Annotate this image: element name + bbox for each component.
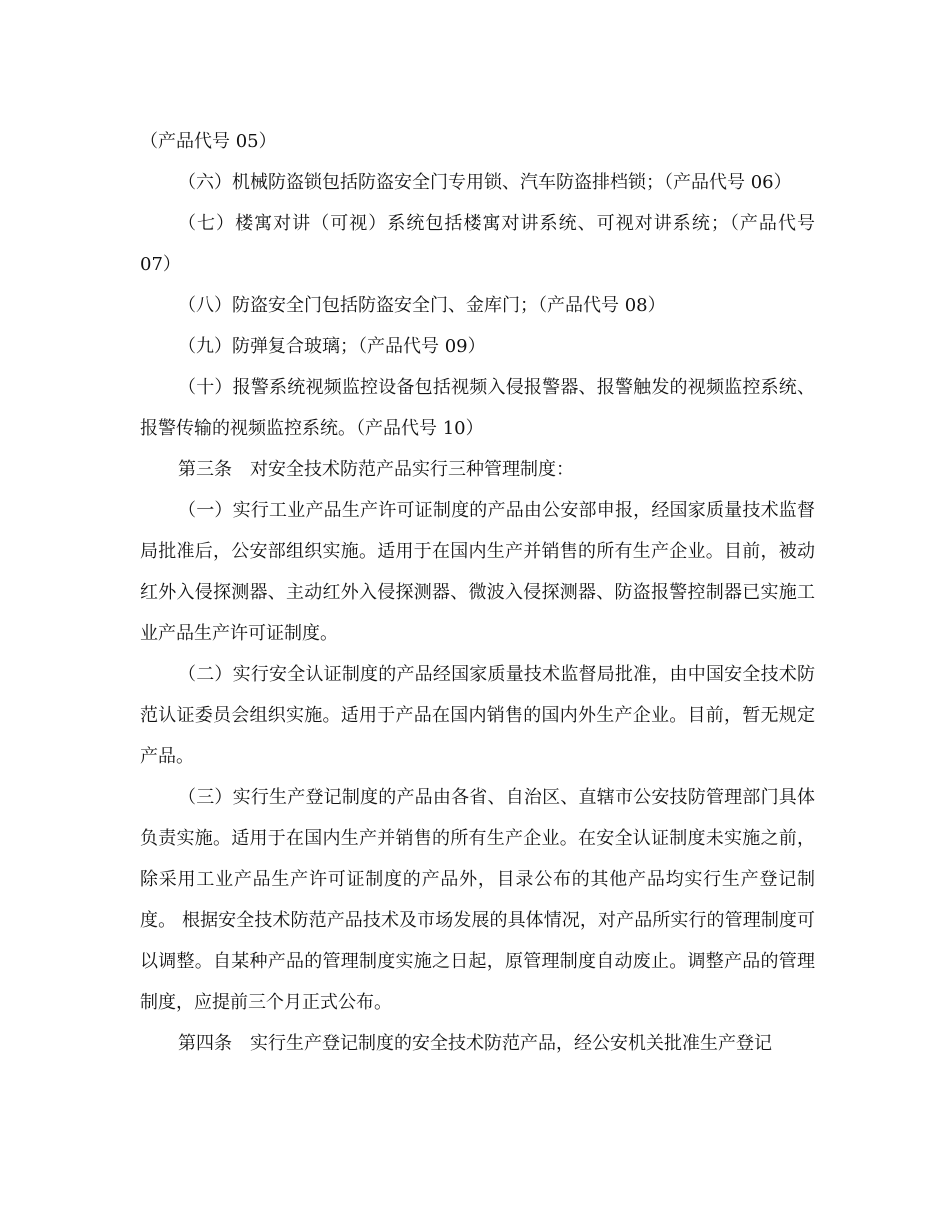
paragraph-item-8: （八）防盗安全门包括防盗安全门、金库门；（产品代号 08） — [178, 295, 666, 316]
paragraph-article-3-item-2: （二）实行安全认证制度的产品经国家质量技术监督局批准，由中国安全技术防范认证委员会组织实施。适用于产品在国内销售的国内外生产企业。目前，暂无规定产品。 — [140, 664, 815, 767]
paragraph-product-code-05: （产品代号 05） — [140, 131, 277, 152]
paragraph-item-6: （六）机械防盗锁包括防盗安全门专用锁、汽车防盗排档锁；（产品代号 06） — [178, 172, 792, 193]
paragraph-article-4: 第四条 实行生产登记制度的安全技术防范产品，经公安机关批准生产登记 — [178, 1033, 772, 1054]
paragraph-item-10: （十）报警系统视频监控设备包括视频入侵报警器、报警触发的视频监控系统、报警传输的视频监控系统。（产品代号 10） — [140, 377, 815, 439]
paragraph-item-9: （九）防弹复合玻璃；（产品代号 09） — [178, 336, 486, 357]
document-body — [140, 121, 815, 1064]
paragraph-item-7: （七）楼寓对讲（可视）系统包括楼寓对讲系统、可视对讲系统；（产品代号 07） — [140, 213, 815, 275]
paragraph-article-3: 第三条 对安全技术防范产品实行三种管理制度： — [178, 459, 574, 480]
paragraph-article-3-item-1: （一）实行工业产品生产许可证制度的产品由公安部申报，经国家质量技术监督局批准后，公安部组织实施。适用于在国内生产并销售的所有生产企业。目前，被动红外入侵探测器、主动红外入侵探测器、微波入侵探测器、防盗报警控制器已实施工业产品生产许可证制度。 — [140, 500, 815, 644]
paragraph-article-3-item-3: （三）实行生产登记制度的产品由各省、自治区、直辖市公安技防管理部门具体负责实施。适用于在国内生产并销售的所有生产企业。在安全认证制度未实施之前，除采用工业产品生产许可证制度的产品外，目录公布的其他产品均实行生产登记制度。 根据安全技术防范产品技术及市场发展的具体情况，对产品所实行的管理制度可以调整。自某种产品的管理制度实施之日起，原管理制度自动废止。调整产品的管理制度，应提前三个月正式公布。 — [140, 787, 815, 1013]
